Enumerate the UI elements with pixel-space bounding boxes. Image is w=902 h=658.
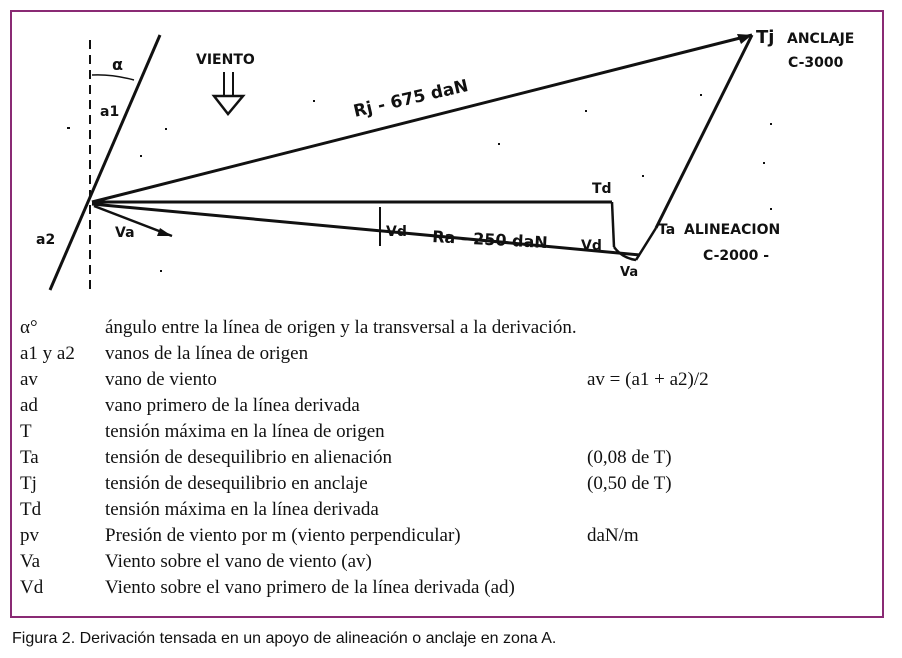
alignment-label: ALINEACION	[684, 222, 781, 238]
legend-description: Viento sobre el vano primero de la línea derivada (ad)	[105, 577, 515, 598]
legend-symbol: Ta	[20, 447, 39, 468]
ta-line	[636, 228, 656, 260]
legend-row	[20, 341, 880, 367]
legend-row	[20, 367, 880, 393]
legend-symbol: Va	[20, 551, 41, 572]
rj-label: Rj - 675 daN	[351, 76, 471, 122]
tj-line	[656, 35, 752, 228]
alpha-arc	[92, 75, 134, 80]
legend-symbol: pv	[20, 525, 39, 546]
legend-symbol: a1 y a2	[20, 343, 75, 364]
legend-description: Viento sobre el vano de viento (av)	[105, 551, 372, 572]
wind-label: VIENTO	[196, 52, 255, 68]
alpha-label: α	[112, 55, 123, 74]
legend-description: vanos de la línea de origen	[105, 343, 309, 364]
legend-extra: daN/m	[587, 525, 639, 546]
legend-row	[20, 445, 880, 471]
legend-row	[20, 315, 880, 341]
legend-description: ángulo entre la línea de origen y la transversal a la derivación.	[105, 317, 577, 338]
force-diagram	[0, 0, 902, 320]
legend-symbol: av	[20, 369, 38, 390]
legend-description: tensión máxima en la línea derivada	[105, 499, 379, 520]
legend-description: tensión de desequilibrio en alienación	[105, 447, 393, 468]
legend-row	[20, 497, 880, 523]
tj-label: Tj	[756, 27, 775, 48]
vd-right-label: Vd	[581, 238, 602, 254]
legend-symbol: Tj	[20, 473, 37, 494]
legend-row	[20, 419, 880, 445]
legend-extra: (0,08 de T)	[587, 447, 672, 468]
legend-description: tensión de desequilibrio en anclaje	[105, 473, 368, 494]
legend-row	[20, 549, 880, 575]
legend-row	[20, 471, 880, 497]
legend-row	[20, 523, 880, 549]
ta-label: Ta	[658, 222, 676, 238]
td-drop-line	[612, 202, 614, 247]
legend-symbol: ad	[20, 395, 38, 416]
legend-symbol: Td	[20, 499, 42, 520]
wind-arrow-icon	[214, 72, 243, 114]
legend-description: tensión máxima en la línea de origen	[105, 421, 385, 442]
legend-extra: (0,50 de T)	[587, 473, 672, 494]
legend-row	[20, 575, 880, 601]
anchorage-label: ANCLAJE	[787, 31, 855, 47]
origin-line	[50, 35, 160, 290]
legend-description: vano de viento	[105, 369, 217, 390]
legend-row	[20, 393, 880, 419]
rj-resultant-line	[92, 35, 752, 202]
legend-symbol: α°	[20, 317, 38, 338]
ra-resultant-line	[92, 204, 640, 255]
a1-label: a1	[100, 104, 120, 120]
figure-caption: Figura 2. Derivación tensada en un apoyo de alineación o anclaje en zona A.	[12, 630, 557, 647]
ra-label: Ra - 250 daN	[431, 227, 549, 253]
legend-extra: av = (a1 + a2)/2	[587, 369, 709, 390]
legend-symbol: Vd	[20, 577, 44, 598]
td-label: Td	[592, 181, 612, 197]
a2-label: a2	[36, 232, 56, 248]
legend-symbol: T	[20, 421, 32, 442]
va-bottom-label: Va	[620, 265, 639, 280]
legend-description: vano primero de la línea derivada	[105, 395, 360, 416]
anchorage-code-label: C-3000	[788, 55, 844, 71]
va-left-label: Va	[115, 225, 135, 241]
legend-table	[20, 315, 880, 601]
alignment-code-label: C-2000 -	[703, 248, 770, 264]
legend-description: Presión de viento por m (viento perpendicular)	[105, 525, 461, 546]
vd-mid-label: Vd	[386, 224, 407, 240]
